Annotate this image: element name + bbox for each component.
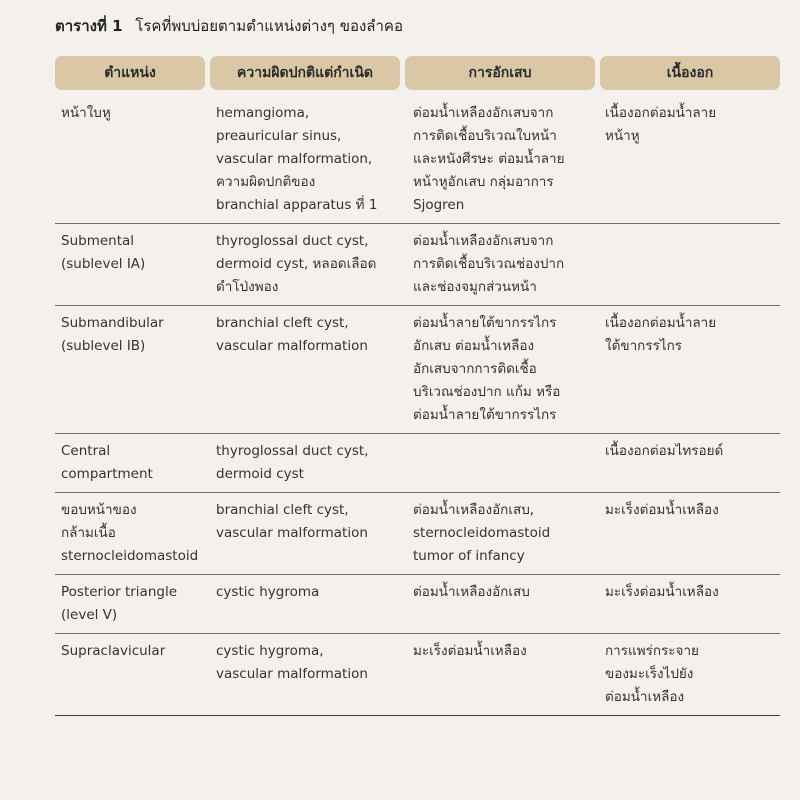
- cell-text-line: cystic hygroma,: [216, 643, 324, 659]
- cell-text-line: tumor of infancy: [413, 548, 525, 564]
- cell-text-line: branchial apparatus ที่ 1: [216, 197, 378, 213]
- cell-text-line: ต่อมน้ำเหลืองอักเสบ,: [413, 502, 535, 518]
- cell-text-line: ดำโป่งพอง: [216, 279, 279, 295]
- table-row: [55, 434, 780, 493]
- table-row: [55, 575, 780, 634]
- congenital-cell: [210, 499, 407, 568]
- tumor-cell: [599, 230, 780, 299]
- location-cell: [55, 640, 210, 709]
- location-cell: [55, 230, 210, 299]
- location-cell: [55, 440, 210, 486]
- location-cell: [55, 102, 210, 217]
- table-row: [55, 306, 780, 434]
- inflammation-cell: [407, 640, 599, 709]
- cell-text-line: มะเร็งต่อมน้ำเหลือง: [413, 643, 527, 659]
- table-row: [55, 493, 780, 575]
- header-inflammation: การอักเสบ: [405, 56, 595, 90]
- cell-text-line: เนื้องอกต่อมน้ำลาย: [605, 315, 717, 331]
- cell-text-line: และช่องจมูกส่วนหน้า: [413, 279, 537, 295]
- inflammation-cell: [407, 499, 599, 568]
- cell-text-line: Central: [61, 443, 111, 459]
- cell-text-line: dermoid cyst: [216, 466, 304, 482]
- congenital-cell: [210, 102, 407, 217]
- cell-text-line: เนื้องอกต่อมน้ำลาย: [605, 105, 717, 121]
- cell-text-line: ความผิดปกติของ: [216, 174, 316, 190]
- cell-text-line: หน้าใบหู: [61, 105, 111, 121]
- cell-text-line: cystic hygroma: [216, 584, 320, 600]
- location-cell: [55, 581, 210, 627]
- cell-text-line: (sublevel IB): [61, 338, 146, 354]
- congenital-cell: [210, 230, 407, 299]
- table-row: [55, 634, 780, 716]
- cell-text-line: หน้าหูอักเสบ กลุ่มอาการ: [413, 174, 554, 190]
- tumor-cell: [599, 499, 780, 568]
- cell-text-line: Submental: [61, 233, 135, 249]
- table-title: โรคที่พบบ่อยตามตำแหน่งต่างๆ ของลำคอ: [135, 17, 403, 35]
- cell-text-line: vascular malformation,: [216, 151, 373, 167]
- cell-text-line: branchial cleft cyst,: [216, 502, 349, 518]
- cell-text-line: Sjogren: [413, 197, 465, 213]
- cell-text-line: dermoid cyst, หลอดเลือด: [216, 256, 377, 272]
- table-body: [55, 96, 780, 716]
- tumor-cell: [599, 102, 780, 217]
- cell-text-line: vascular malformation: [216, 666, 368, 682]
- cell-text-line: มะเร็งต่อมน้ำเหลือง: [605, 584, 719, 600]
- cell-text-line: thyroglossal duct cyst,: [216, 443, 369, 459]
- tumor-cell: [599, 640, 780, 709]
- cell-text-line: ต่อมน้ำลายใต้ขากรรไกร: [413, 315, 557, 331]
- cell-text-line: Submandibular: [61, 315, 164, 331]
- table-caption: [55, 14, 403, 38]
- cell-text-line: มะเร็งต่อมน้ำเหลือง: [605, 502, 719, 518]
- cell-text-line: เนื้องอกต่อมไทรอยด์: [605, 443, 724, 459]
- tumor-cell: [599, 581, 780, 627]
- cell-text-line: Posterior triangle: [61, 584, 178, 600]
- table-header: [55, 56, 780, 90]
- cell-text-line: hemangioma,: [216, 105, 310, 121]
- table-row: [55, 224, 780, 306]
- cell-text-line: Supraclavicular: [61, 643, 166, 659]
- cell-text-line: vascular malformation: [216, 338, 368, 354]
- cell-text-line: preauricular sinus,: [216, 128, 342, 144]
- cell-text-line: (sublevel IA): [61, 256, 146, 272]
- cell-text-line: ต่อมน้ำเหลืองอักเสบจาก: [413, 233, 554, 249]
- cell-text-line: compartment: [61, 466, 153, 482]
- cell-text-line: ใต้ขากรรไกร: [605, 338, 683, 354]
- congenital-cell: [210, 640, 407, 709]
- cell-text-line: thyroglossal duct cyst,: [216, 233, 369, 249]
- cell-text-line: ต่อมน้ำเหลืองอักเสบ: [413, 584, 530, 600]
- header-location: ตำแหน่ง: [55, 56, 205, 90]
- cell-text-line: การแพร่กระจาย: [605, 643, 699, 659]
- location-cell: [55, 312, 210, 427]
- cell-text-line: sternocleidomastoid: [61, 548, 199, 564]
- cell-text-line: branchial cleft cyst,: [216, 315, 349, 331]
- congenital-cell: [210, 312, 407, 427]
- congenital-cell: [210, 581, 407, 627]
- inflammation-cell: [407, 312, 599, 427]
- cell-text-line: ต่อมน้ำเหลือง: [605, 689, 685, 705]
- cell-text-line: อักเสบจากการติดเชื้อ: [413, 361, 537, 377]
- table-number: ตารางที่ 1: [55, 17, 123, 35]
- inflammation-cell: [407, 230, 599, 299]
- cell-text-line: ขอบหน้าของ: [61, 502, 137, 518]
- cell-text-line: (level V): [61, 607, 118, 623]
- cell-text-line: vascular malformation: [216, 525, 368, 541]
- header-congenital: ความผิดปกติแต่กำเนิด: [210, 56, 400, 90]
- cell-text-line: การติดเชื้อบริเวณช่องปาก: [413, 256, 565, 272]
- tumor-cell: [599, 312, 780, 427]
- tumor-cell: [599, 440, 780, 486]
- cell-text-line: และหนังศีรษะ ต่อมน้ำลาย: [413, 151, 565, 167]
- cell-text-line: ต่อมน้ำลายใต้ขากรรไกร: [413, 407, 557, 423]
- inflammation-cell: [407, 102, 599, 217]
- table-row: [55, 96, 780, 224]
- inflammation-cell: [407, 581, 599, 627]
- cell-text-line: ของมะเร็งไปยัง: [605, 666, 694, 682]
- cell-text-line: ต่อมน้ำเหลืองอักเสบจาก: [413, 105, 554, 121]
- cell-text-line: บริเวณช่องปาก แก้ม หรือ: [413, 384, 561, 400]
- cell-text-line: หน้าหู: [605, 128, 640, 144]
- location-cell: [55, 499, 210, 568]
- cell-text-line: sternocleidomastoid: [413, 525, 551, 541]
- congenital-cell: [210, 440, 407, 486]
- header-tumor: เนื้องอก: [600, 56, 780, 90]
- cell-text-line: กล้ามเนื้อ: [61, 525, 116, 541]
- neck-disease-table: [55, 56, 780, 716]
- cell-text-line: การติดเชื้อบริเวณใบหน้า: [413, 128, 557, 144]
- inflammation-cell: [407, 440, 599, 486]
- cell-text-line: อักเสบ ต่อมน้ำเหลือง: [413, 338, 535, 354]
